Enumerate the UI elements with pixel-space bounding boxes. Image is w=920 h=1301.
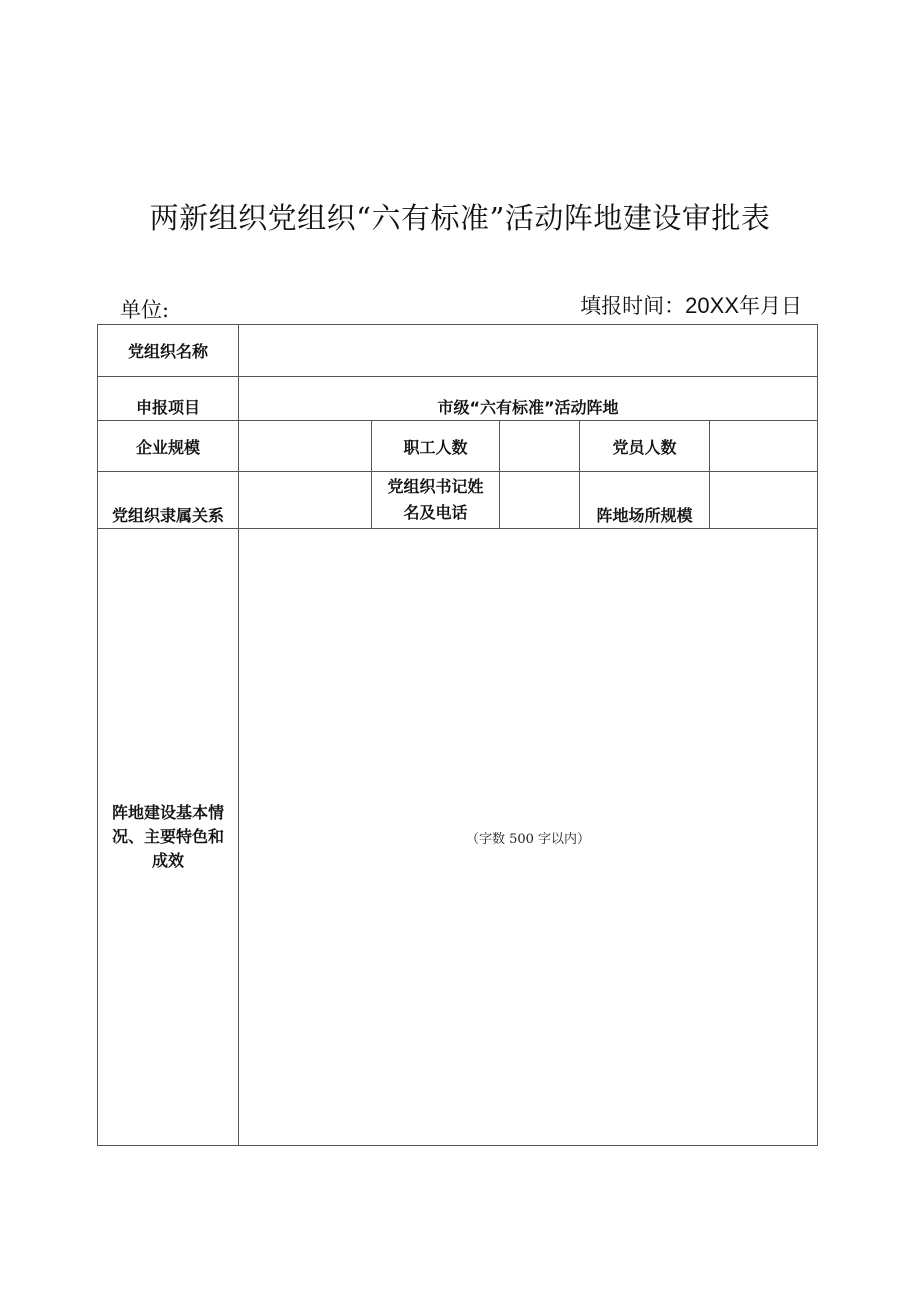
- fill-date-label: 填报时间：: [580, 294, 686, 318]
- approval-form-table: [97, 324, 818, 1146]
- affiliation-label: 党组织隶属关系: [98, 472, 239, 529]
- word-limit-hint: （字数 500 字以内）: [465, 831, 591, 847]
- members-label: 党员人数: [580, 421, 710, 472]
- fill-date-suffix: 年月日: [739, 294, 802, 318]
- secretary-label-line1: 党组织书记姓: [387, 477, 484, 496]
- basic-situation-label-line2: 况、主要特色和: [111, 827, 224, 846]
- fill-date-year: 20XX: [685, 293, 739, 318]
- affiliation-field[interactable]: [239, 472, 372, 529]
- venue-label: 阵地场所规模: [580, 472, 710, 529]
- scale-field[interactable]: [239, 421, 372, 472]
- staff-field[interactable]: [500, 421, 580, 472]
- members-field[interactable]: [710, 421, 818, 472]
- project-label: 申报项目: [98, 377, 239, 421]
- row-org-name: [98, 325, 818, 377]
- secretary-field[interactable]: [500, 472, 580, 529]
- project-value[interactable]: 市级“六有标准”活动阵地: [239, 377, 818, 421]
- row-basic-situation: [98, 529, 818, 1146]
- row-project: [98, 377, 818, 421]
- basic-situation-field[interactable]: [239, 529, 818, 1146]
- scale-label: 企业规模: [98, 421, 239, 472]
- basic-situation-label-line1: 阵地建设基本情: [111, 803, 224, 822]
- org-name-field[interactable]: [239, 325, 818, 377]
- venue-field[interactable]: [710, 472, 818, 529]
- row-scale: [98, 421, 818, 472]
- org-name-label: 党组织名称: [98, 325, 239, 377]
- fill-date: [580, 290, 802, 320]
- secretary-label-line2: 名及电话: [403, 503, 468, 522]
- row-affiliation: [98, 472, 818, 529]
- secretary-label: [372, 472, 500, 529]
- staff-label: 职工人数: [372, 421, 500, 472]
- unit-label: 单位:: [120, 298, 170, 322]
- basic-situation-label-line3: 成效: [151, 851, 184, 870]
- basic-situation-label: [98, 529, 239, 1146]
- document-title: 两新组织党组织“六有标准”活动阵地建设审批表: [149, 201, 771, 235]
